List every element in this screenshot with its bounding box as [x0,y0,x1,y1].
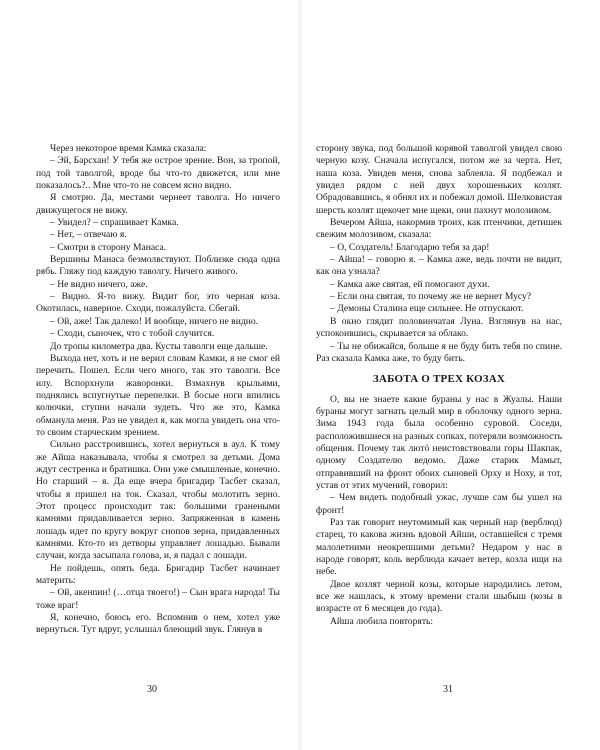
paragraph: До тропы километра два. Кусты таволги еще дальше. [50,340,268,352]
chapter-heading: ЗАБОТА О ТРЕХ КОЗАХ [372,373,506,386]
paragraph: – Если она святая, то почему же не вернет Мусу? [330,291,532,303]
left-page-text [36,143,280,637]
paragraph: Я, конечно, боюсь его. Вспомнив о нем, хотел уже вернуться. Тут вдруг, услышал блеющий звук. Глянув в [36,612,280,636]
paragraph: Через некоторое время Камка сказала: [50,143,207,154]
paragraph: – Видно. Я-то вижу. Видит бог, это черная коза. Окотилась, наверное. Сходи, пожалуйста. Сбегай. [36,291,280,315]
paragraph: – Смотри в сторону Манаса. [50,241,167,253]
paragraph: – Нет, – отвечаю я. [50,229,127,241]
paragraph: Айша любила повторять: [330,615,434,627]
paragraph: Раз так говорит неутомимый как черный нар (верблюд) старец, то какова жизнь вдовой Айши, оставшейся с тремя малолетними неокрепшими детьми? Недаром у нас в народе говорят, коль верблюда качает ветер, козла ищи на небе. [316,516,562,578]
paragraph: – Чем видеть подобный ужас, лучше сам бы ушел на фронт! [316,492,562,516]
paragraph: – Ой, аже! Так далеко! И вообще, ничего не видно. [50,315,259,327]
paragraph: Я смотрю. Да, местами чернеет таволга. Но ничего движущегося не вижу. [36,192,280,216]
paragraph: В окно глядит половинчатая Луна. Взглянув на нас, успокоившись, скрывается за облако. [316,315,562,340]
paragraph: Выхода нет, хоть и не верил словам Камки, я не смог ей перечить. Пошел. Если чего много, так это таволги. Все илу. Вспорхнули жаворонки. Взмахнув крыльями, поднялись вспугнутые перепелки. В босые ноги впились колючки, ступни начали зудеть. Что же это, Камка обманула меня. Раз не увидел я, как могла увидеть она что-то своим старческим зрением. [36,352,280,438]
page-number: 31 [443,684,453,695]
paragraph: – Увидел? – спрашивает Камка. [50,217,179,229]
paragraph: – Не видно ничего, аже. [50,278,148,290]
right-page-text [316,143,562,628]
paragraph: Сильно расстроившись, хотел вернуться в аул. К тому же Айша наказывала, чтобы я смотрел за детьми. Дома ждут сестренка и братишка. Они уже смышленые, конечно. Но старший – я. Да еще вчера бригадир Тасбет сказал, чтобы я пришел на ток. Сказал, чтобы молотить зерно. Этот процесс происходит так: большими гранеными камнями придавливается зерно. Запряженная в камень лошадь идет по кругу вокруг снопов зерна, придавленных камнями. Кто-то из детворы управляет лошадью. Бывали случаи, когда засыпала голова, и, я падал с лошади. [36,439,280,562]
paragraph: – Демоны Сталина еще сильнее. Не отпускают. [330,303,524,315]
paragraph: Вершины Манаса безмолвствуют. Поблизке сюда одна рябь. Гляжу под каждую таволгу. Ничего живого. [36,254,280,278]
paragraph: – Айша! – говорю я. – Камка аже, ведь почти не видит, как она узнала? [316,254,562,278]
paragraph: Не пойдешь, опять беда. Бригадир Тасбет начинает материть: [36,562,280,587]
page-number: 30 [147,684,157,695]
paragraph: Двое козлят черной козы, которые народились летом, все же нашлась, к этому времени стали шыбыш (козы в возрасте от 6 месяцев до года). [316,578,562,615]
paragraph: – Ты не обижайся, больше я не буду бить тебя по спине. Раз сказала Камка аже, то буду бить. [316,340,562,364]
paragraph: – Сходи, сыночек, что с тобой случится. [50,328,215,340]
paragraph: – О, Создатель! Благодарю тебя за дар! [330,241,490,253]
paragraph: Вечером Айша, накормив троих, как птенчики, детишек свежим молозивом, сказала: [316,217,562,241]
paragraph: сторону звука, под большой корявой таволгой увидел свою черную козу. Сначала испугался, потом же за черта. Нет, наша коза. Увидев меня, снова заблеяла. Я подбежал и увидел рядом с ней двух хорошеньких козлят. Обрадовавшись, я обнял их и побежал домой. Шелковистая шерсть козлят щекочет мне щеки, они пахнут молозивом. [316,143,562,216]
paragraph: – Камка аже святая, ей помогают духи. [330,278,490,290]
right-page [300,0,600,750]
paragraph: – Эй, Барсхан! У тебя же острое зрение. Вон, за тропой, под той таволгой, вроде бы что-то движется, или мне показалось?.. Мне что-то не совсем ясно видно. [36,155,280,192]
paragraph: О, вы не знаете какие бураны у нас в Жуалы. Наши бураны могут загнать целый мир в оболочку одного зерна. Зима 1943 года была особенно суровой. Соседи, расположившиеся на разных сопках, потеряли возможность общения. Почему так лютö неистовствовали горы Шакпак, одному Создателю ведомо. Даже старик Мамыт, отправивший на фронт обоих сыновей Орху и Ноху, и тот, устав от этих мучений, говорил: [316,393,562,491]
paragraph: – Ой, акенnин! (…отца твоего!) – Сын врага народа! Ты тоже враг! [36,587,280,611]
